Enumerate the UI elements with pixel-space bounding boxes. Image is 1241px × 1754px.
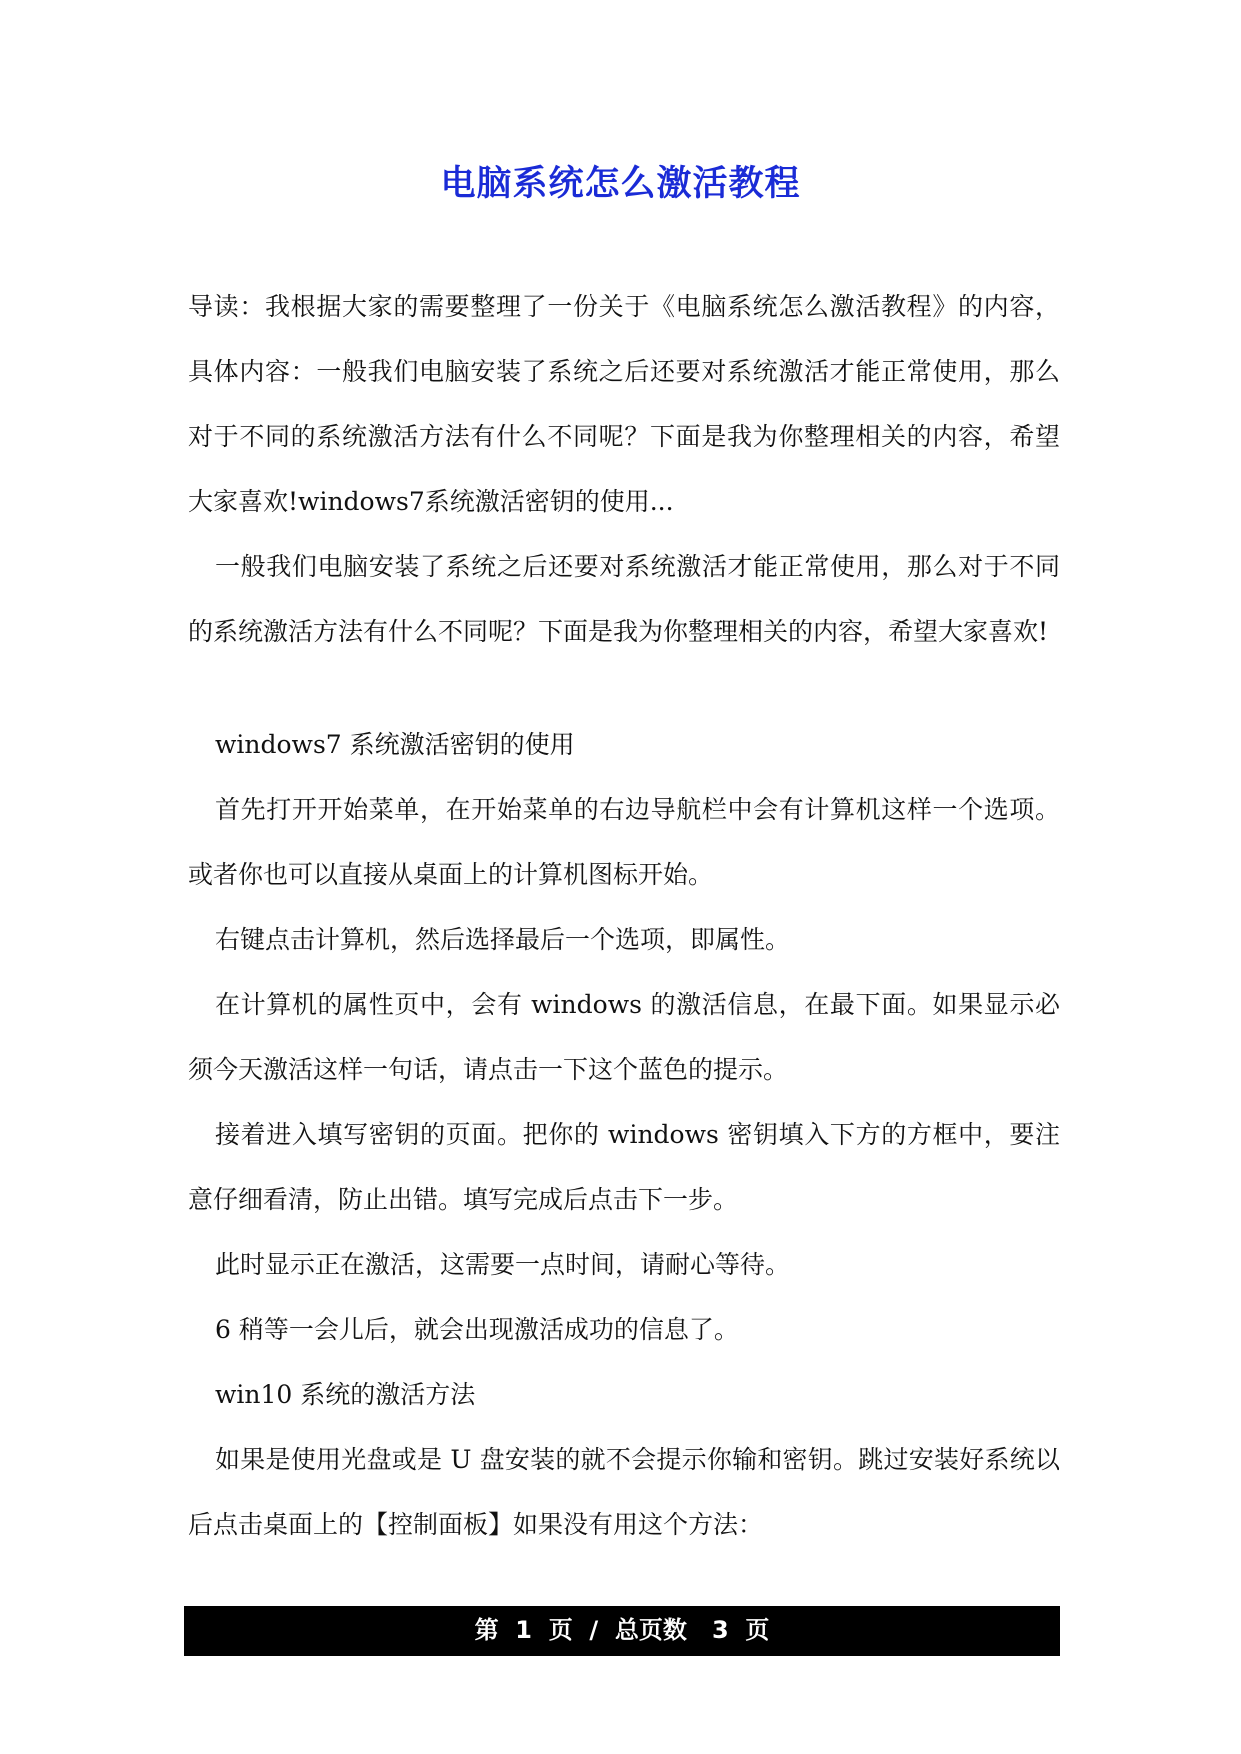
section-heading-win10: win10 系统的激活方法 <box>215 1380 476 1409</box>
step-paragraph: 接着进入填写密钥的页面。把你的 windows 密钥填入下方的方框中，要注意仔细看清，防止出错。填写完成后点击下一步。 <box>188 1120 1060 1214</box>
step-paragraph: 如果是使用光盘或是 U 盘安装的就不会提示你输和密钥。跳过安装好系统以后点击桌面上的【控制面板】如果没有用这个方法： <box>188 1445 1060 1539</box>
step-paragraph: 此时显示正在激活，这需要一点时间，请耐心等待。 <box>215 1250 791 1279</box>
section-heading-win7: windows7 系统激活密钥的使用 <box>215 730 575 759</box>
step-paragraph: 右键点击计算机，然后选择最后一个选项，即属性。 <box>215 925 791 954</box>
page-number-label: 第 1 页 / 总页数 3 页 <box>474 1616 770 1644</box>
paragraph-spacer <box>188 664 1060 712</box>
summary-paragraph: 一般我们电脑安装了系统之后还要对系统激活才能正常使用，那么对于不同的系统激活方法有什么不同呢？下面是我为你整理相关的内容，希望大家喜欢! <box>188 552 1060 646</box>
step-paragraph: 6 稍等一会儿后，就会出现激活成功的信息了。 <box>215 1315 739 1344</box>
document-body <box>188 274 1060 1557</box>
page-footer-bar <box>184 1606 1060 1656</box>
step-paragraph: 首先打开开始菜单，在开始菜单的右边导航栏中会有计算机这样一个选项。或者你也可以直接从桌面上的计算机图标开始。 <box>188 795 1060 889</box>
intro-paragraph: 导读：我根据大家的需要整理了一份关于《电脑系统怎么激活教程》的内容，具体内容：一般我们电脑安装了系统之后还要对系统激活才能正常使用，那么对于不同的系统激活方法有什么不同呢？下面是我为你整理相关的内容，希望大家喜欢!windows7系统激活密钥的使用... <box>188 292 1060 516</box>
document-title: 电脑系统怎么激活教程 <box>440 164 801 204</box>
step-paragraph: 在计算机的属性页中，会有 windows 的激活信息，在最下面。如果显示必须今天激活这样一句话，请点击一下这个蓝色的提示。 <box>188 990 1060 1084</box>
